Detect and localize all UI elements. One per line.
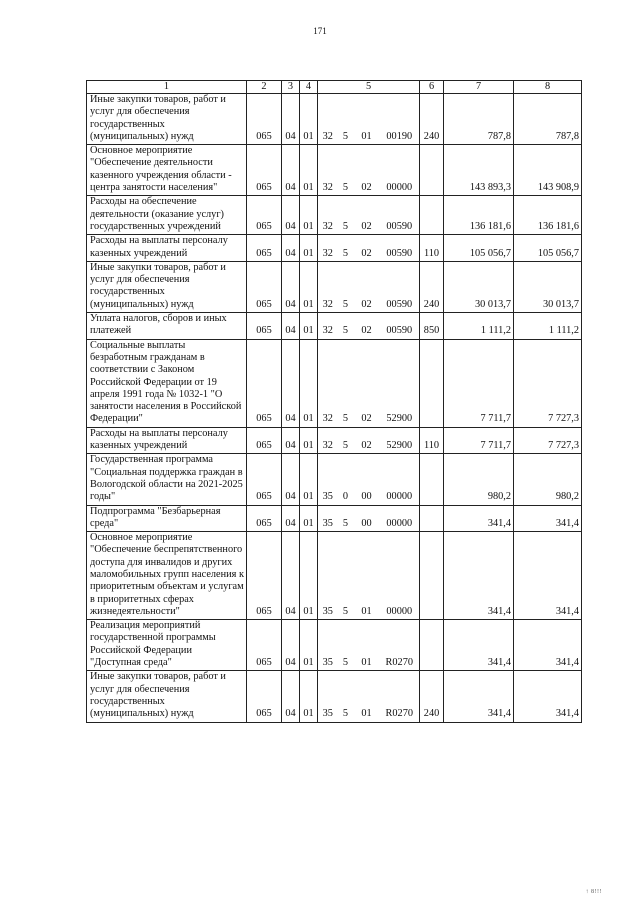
header-cell: 3 <box>282 81 300 94</box>
target-article-part3-cell: 01 <box>354 94 380 145</box>
amount-year1-cell: 7 711,7 <box>444 339 514 427</box>
footer-mark: ↑ 8!!! <box>585 889 602 895</box>
target-article-part1-cell: 32 <box>318 261 338 312</box>
row-name-cell: Расходы на выплаты персоналу казенных учреждений <box>87 427 247 454</box>
amount-year2-cell: 341,4 <box>514 505 582 532</box>
target-article-part4-cell: 00190 <box>380 94 420 145</box>
amount-year2-cell: 787,8 <box>514 94 582 145</box>
admin-code-cell: 065 <box>247 94 282 145</box>
subsection-cell: 01 <box>300 505 318 532</box>
target-article-part2-cell: 5 <box>338 427 354 454</box>
target-article-part2-cell: 5 <box>338 261 354 312</box>
target-article-part4-cell: 00590 <box>380 196 420 235</box>
amount-year2-cell: 341,4 <box>514 671 582 722</box>
table-row <box>87 339 582 427</box>
expense-type-cell <box>420 196 444 235</box>
expense-type-cell <box>420 532 444 620</box>
target-article-part3-cell: 02 <box>354 261 380 312</box>
admin-code-cell: 065 <box>247 313 282 340</box>
header-cell: 1 <box>87 81 247 94</box>
target-article-part2-cell: 5 <box>338 671 354 722</box>
amount-year1-cell: 105 056,7 <box>444 235 514 262</box>
subsection-cell: 01 <box>300 145 318 196</box>
target-article-part3-cell: 02 <box>354 427 380 454</box>
target-article-part3-cell: 02 <box>354 145 380 196</box>
target-article-part4-cell: 00000 <box>380 505 420 532</box>
target-article-part4-cell: 00000 <box>380 454 420 505</box>
table-row <box>87 196 582 235</box>
amount-year2-cell: 136 181,6 <box>514 196 582 235</box>
target-article-part2-cell: 5 <box>338 94 354 145</box>
target-article-part1-cell: 35 <box>318 454 338 505</box>
amount-year2-cell: 105 056,7 <box>514 235 582 262</box>
admin-code-cell: 065 <box>247 261 282 312</box>
row-name-cell: Социальные выплаты безработным гражданам в соответствии с Законом Российской Федерации от 19 апреля 1991 года № 1032-1 "О занятости населения в Российской Федерации" <box>87 339 247 427</box>
section-cell: 04 <box>282 505 300 532</box>
target-article-part1-cell: 35 <box>318 505 338 532</box>
admin-code-cell: 065 <box>247 454 282 505</box>
admin-code-cell: 065 <box>247 235 282 262</box>
section-cell: 04 <box>282 235 300 262</box>
target-article-part4-cell: R0270 <box>380 620 420 671</box>
admin-code-cell: 065 <box>247 339 282 427</box>
section-cell: 04 <box>282 620 300 671</box>
row-name-cell: Расходы на обеспечение деятельности (оказание услуг) государственных учреждений <box>87 196 247 235</box>
section-cell: 04 <box>282 427 300 454</box>
target-article-part1-cell: 32 <box>318 94 338 145</box>
amount-year2-cell: 30 013,7 <box>514 261 582 312</box>
table-row <box>87 620 582 671</box>
target-article-part3-cell: 02 <box>354 196 380 235</box>
amount-year2-cell: 7 727,3 <box>514 427 582 454</box>
amount-year2-cell: 7 727,3 <box>514 339 582 427</box>
section-cell: 04 <box>282 454 300 505</box>
header-cell: 8 <box>514 81 582 94</box>
budget-table <box>86 80 582 723</box>
table-row <box>87 671 582 722</box>
admin-code-cell: 065 <box>247 532 282 620</box>
row-name-cell: Расходы на выплаты персоналу казенных учреждений <box>87 235 247 262</box>
row-name-cell: Основное мероприятие "Обеспечение беспрепятственного доступа для инвалидов и других маломобильных групп населения к приоритетным объектам и услугам в приоритетных сферах жизнедеятельности" <box>87 532 247 620</box>
row-name-cell: Иные закупки товаров, работ и услуг для обеспечения государственных (муниципальных) нужд <box>87 671 247 722</box>
target-article-part4-cell: 52900 <box>380 339 420 427</box>
target-article-part4-cell: 00590 <box>380 313 420 340</box>
page-number: 171 <box>313 26 327 36</box>
subsection-cell: 01 <box>300 196 318 235</box>
admin-code-cell: 065 <box>247 427 282 454</box>
header-cell: 4 <box>300 81 318 94</box>
amount-year1-cell: 341,4 <box>444 505 514 532</box>
amount-year1-cell: 341,4 <box>444 532 514 620</box>
target-article-part2-cell: 5 <box>338 620 354 671</box>
table-row <box>87 235 582 262</box>
row-name-cell: Государственная программа "Социальная поддержка граждан в Вологодской области на 2021-2025 годы" <box>87 454 247 505</box>
subsection-cell: 01 <box>300 620 318 671</box>
section-cell: 04 <box>282 94 300 145</box>
section-cell: 04 <box>282 145 300 196</box>
amount-year1-cell: 143 893,3 <box>444 145 514 196</box>
section-cell: 04 <box>282 261 300 312</box>
expense-type-cell <box>420 454 444 505</box>
row-name-cell: Реализация мероприятий государственной программы Российской Федерации "Доступная среда" <box>87 620 247 671</box>
target-article-part1-cell: 35 <box>318 671 338 722</box>
target-article-part2-cell: 5 <box>338 196 354 235</box>
row-name-cell: Подпрограмма "Безбарьерная среда" <box>87 505 247 532</box>
target-article-part2-cell: 5 <box>338 145 354 196</box>
table-row <box>87 505 582 532</box>
target-article-part3-cell: 01 <box>354 532 380 620</box>
amount-year1-cell: 341,4 <box>444 671 514 722</box>
admin-code-cell: 065 <box>247 505 282 532</box>
target-article-part3-cell: 02 <box>354 339 380 427</box>
admin-code-cell: 065 <box>247 671 282 722</box>
table-row <box>87 94 582 145</box>
header-cell: 7 <box>444 81 514 94</box>
row-name-cell: Основное мероприятие "Обеспечение деятельности казенного учреждения области - центра занятости населения" <box>87 145 247 196</box>
section-cell: 04 <box>282 339 300 427</box>
target-article-part3-cell: 02 <box>354 235 380 262</box>
section-cell: 04 <box>282 671 300 722</box>
amount-year1-cell: 980,2 <box>444 454 514 505</box>
amount-year1-cell: 30 013,7 <box>444 261 514 312</box>
expense-type-cell: 110 <box>420 427 444 454</box>
subsection-cell: 01 <box>300 339 318 427</box>
amount-year2-cell: 341,4 <box>514 532 582 620</box>
header-cell: 5 <box>318 81 420 94</box>
target-article-part3-cell: 02 <box>354 313 380 340</box>
target-article-part2-cell: 5 <box>338 313 354 340</box>
target-article-part1-cell: 32 <box>318 313 338 340</box>
target-article-part1-cell: 32 <box>318 339 338 427</box>
target-article-part1-cell: 32 <box>318 235 338 262</box>
target-article-part4-cell: R0270 <box>380 671 420 722</box>
amount-year1-cell: 787,8 <box>444 94 514 145</box>
target-article-part2-cell: 5 <box>338 339 354 427</box>
expense-type-cell: 240 <box>420 671 444 722</box>
amount-year2-cell: 1 111,2 <box>514 313 582 340</box>
subsection-cell: 01 <box>300 532 318 620</box>
amount-year2-cell: 980,2 <box>514 454 582 505</box>
subsection-cell: 01 <box>300 427 318 454</box>
section-cell: 04 <box>282 313 300 340</box>
header-row <box>87 81 582 94</box>
section-cell: 04 <box>282 532 300 620</box>
target-article-part4-cell: 00000 <box>380 145 420 196</box>
admin-code-cell: 065 <box>247 620 282 671</box>
expense-type-cell <box>420 505 444 532</box>
table-row <box>87 427 582 454</box>
table-row <box>87 145 582 196</box>
target-article-part2-cell: 0 <box>338 454 354 505</box>
target-article-part2-cell: 5 <box>338 235 354 262</box>
table-row <box>87 454 582 505</box>
target-article-part1-cell: 32 <box>318 427 338 454</box>
amount-year2-cell: 143 908,9 <box>514 145 582 196</box>
target-article-part4-cell: 00590 <box>380 235 420 262</box>
target-article-part3-cell: 00 <box>354 505 380 532</box>
table-row <box>87 313 582 340</box>
amount-year1-cell: 1 111,2 <box>444 313 514 340</box>
row-name-cell: Иные закупки товаров, работ и услуг для обеспечения государственных (муниципальных) нужд <box>87 261 247 312</box>
target-article-part3-cell: 01 <box>354 620 380 671</box>
target-article-part3-cell: 00 <box>354 454 380 505</box>
subsection-cell: 01 <box>300 454 318 505</box>
target-article-part1-cell: 32 <box>318 196 338 235</box>
header-cell: 2 <box>247 81 282 94</box>
expense-type-cell: 850 <box>420 313 444 340</box>
amount-year2-cell: 341,4 <box>514 620 582 671</box>
target-article-part4-cell: 00000 <box>380 532 420 620</box>
amount-year1-cell: 341,4 <box>444 620 514 671</box>
target-article-part1-cell: 35 <box>318 620 338 671</box>
target-article-part4-cell: 52900 <box>380 427 420 454</box>
admin-code-cell: 065 <box>247 196 282 235</box>
subsection-cell: 01 <box>300 94 318 145</box>
amount-year1-cell: 7 711,7 <box>444 427 514 454</box>
target-article-part4-cell: 00590 <box>380 261 420 312</box>
expense-type-cell <box>420 145 444 196</box>
expense-type-cell <box>420 339 444 427</box>
table-row <box>87 532 582 620</box>
target-article-part1-cell: 35 <box>318 532 338 620</box>
subsection-cell: 01 <box>300 313 318 340</box>
table-row <box>87 261 582 312</box>
subsection-cell: 01 <box>300 671 318 722</box>
expense-type-cell: 240 <box>420 261 444 312</box>
row-name-cell: Иные закупки товаров, работ и услуг для обеспечения государственных (муниципальных) нужд <box>87 94 247 145</box>
target-article-part2-cell: 5 <box>338 505 354 532</box>
expense-type-cell: 240 <box>420 94 444 145</box>
target-article-part2-cell: 5 <box>338 532 354 620</box>
admin-code-cell: 065 <box>247 145 282 196</box>
header-cell: 6 <box>420 81 444 94</box>
expense-type-cell <box>420 620 444 671</box>
section-cell: 04 <box>282 196 300 235</box>
subsection-cell: 01 <box>300 261 318 312</box>
target-article-part3-cell: 01 <box>354 671 380 722</box>
amount-year1-cell: 136 181,6 <box>444 196 514 235</box>
subsection-cell: 01 <box>300 235 318 262</box>
expense-type-cell: 110 <box>420 235 444 262</box>
target-article-part1-cell: 32 <box>318 145 338 196</box>
row-name-cell: Уплата налогов, сборов и иных платежей <box>87 313 247 340</box>
